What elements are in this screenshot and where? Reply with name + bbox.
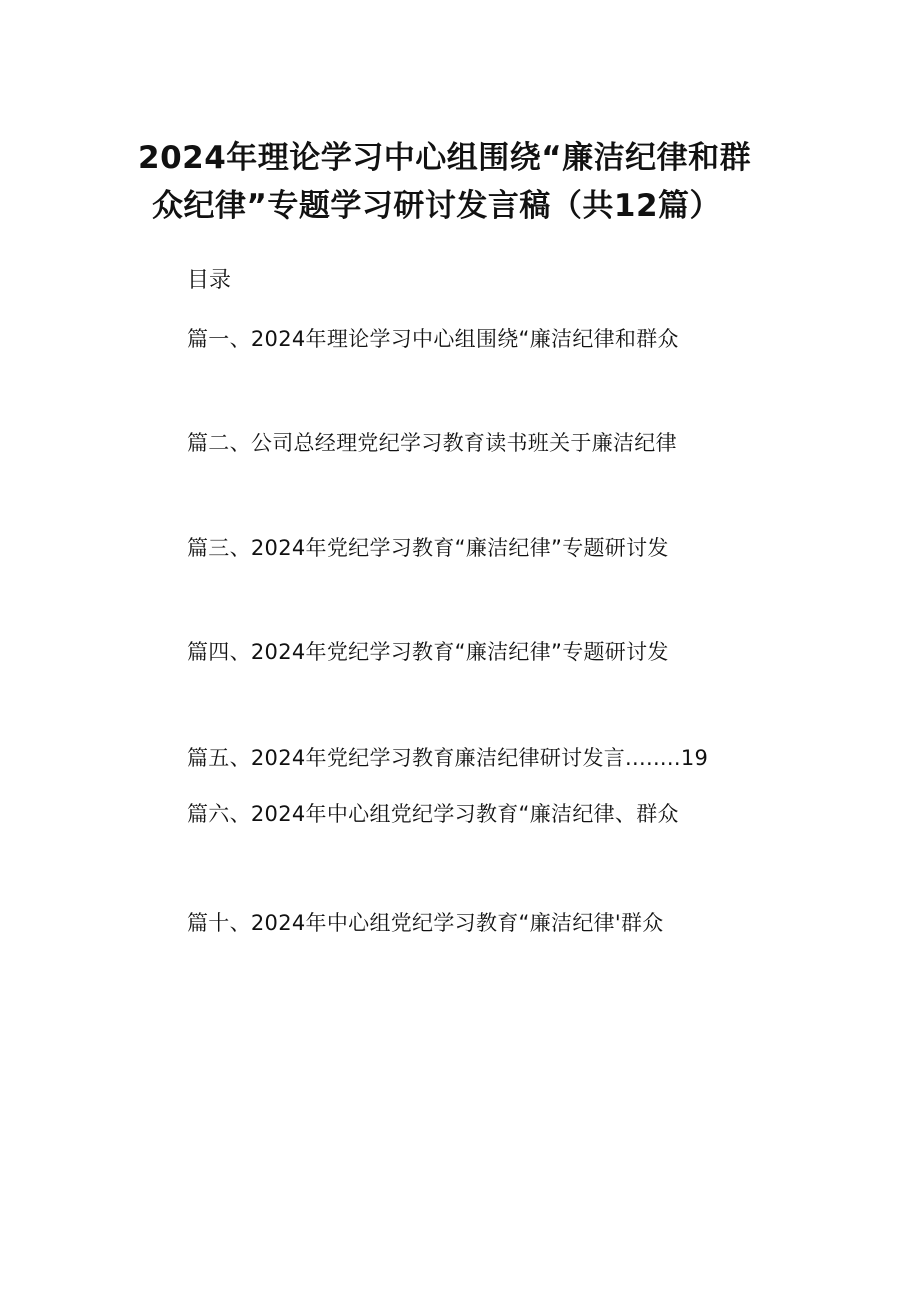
- title-line-2: 众纪律”专题学习研讨发言稿（共12篇）: [152, 188, 722, 224]
- toc-item-5[interactable]: 篇五、2024年党纪学习教育廉洁纪律研讨发言........19: [187, 746, 709, 770]
- document-title: [120, 134, 800, 230]
- toc-heading: 目录: [187, 268, 232, 293]
- toc-item-6[interactable]: 篇六、2024年中心组党纪学习教育“廉洁纪律、群众: [187, 802, 679, 826]
- toc-item-7[interactable]: 篇十、2024年中心组党纪学习教育“廉洁纪律'群众: [187, 911, 664, 935]
- toc-item-2[interactable]: 篇二、公司总经理党纪学习教育读书班关于廉洁纪律: [187, 431, 677, 455]
- toc-item-4[interactable]: 篇四、2024年党纪学习教育“廉洁纪律”专题研讨发: [187, 640, 669, 664]
- toc-item-1[interactable]: 篇一、2024年理论学习中心组围绕“廉洁纪律和群众: [187, 327, 679, 351]
- toc-item-3[interactable]: 篇三、2024年党纪学习教育“廉洁纪律”专题研讨发: [187, 536, 669, 560]
- title-line-1: 2024年理论学习中心组围绕“廉洁纪律和群: [138, 140, 752, 176]
